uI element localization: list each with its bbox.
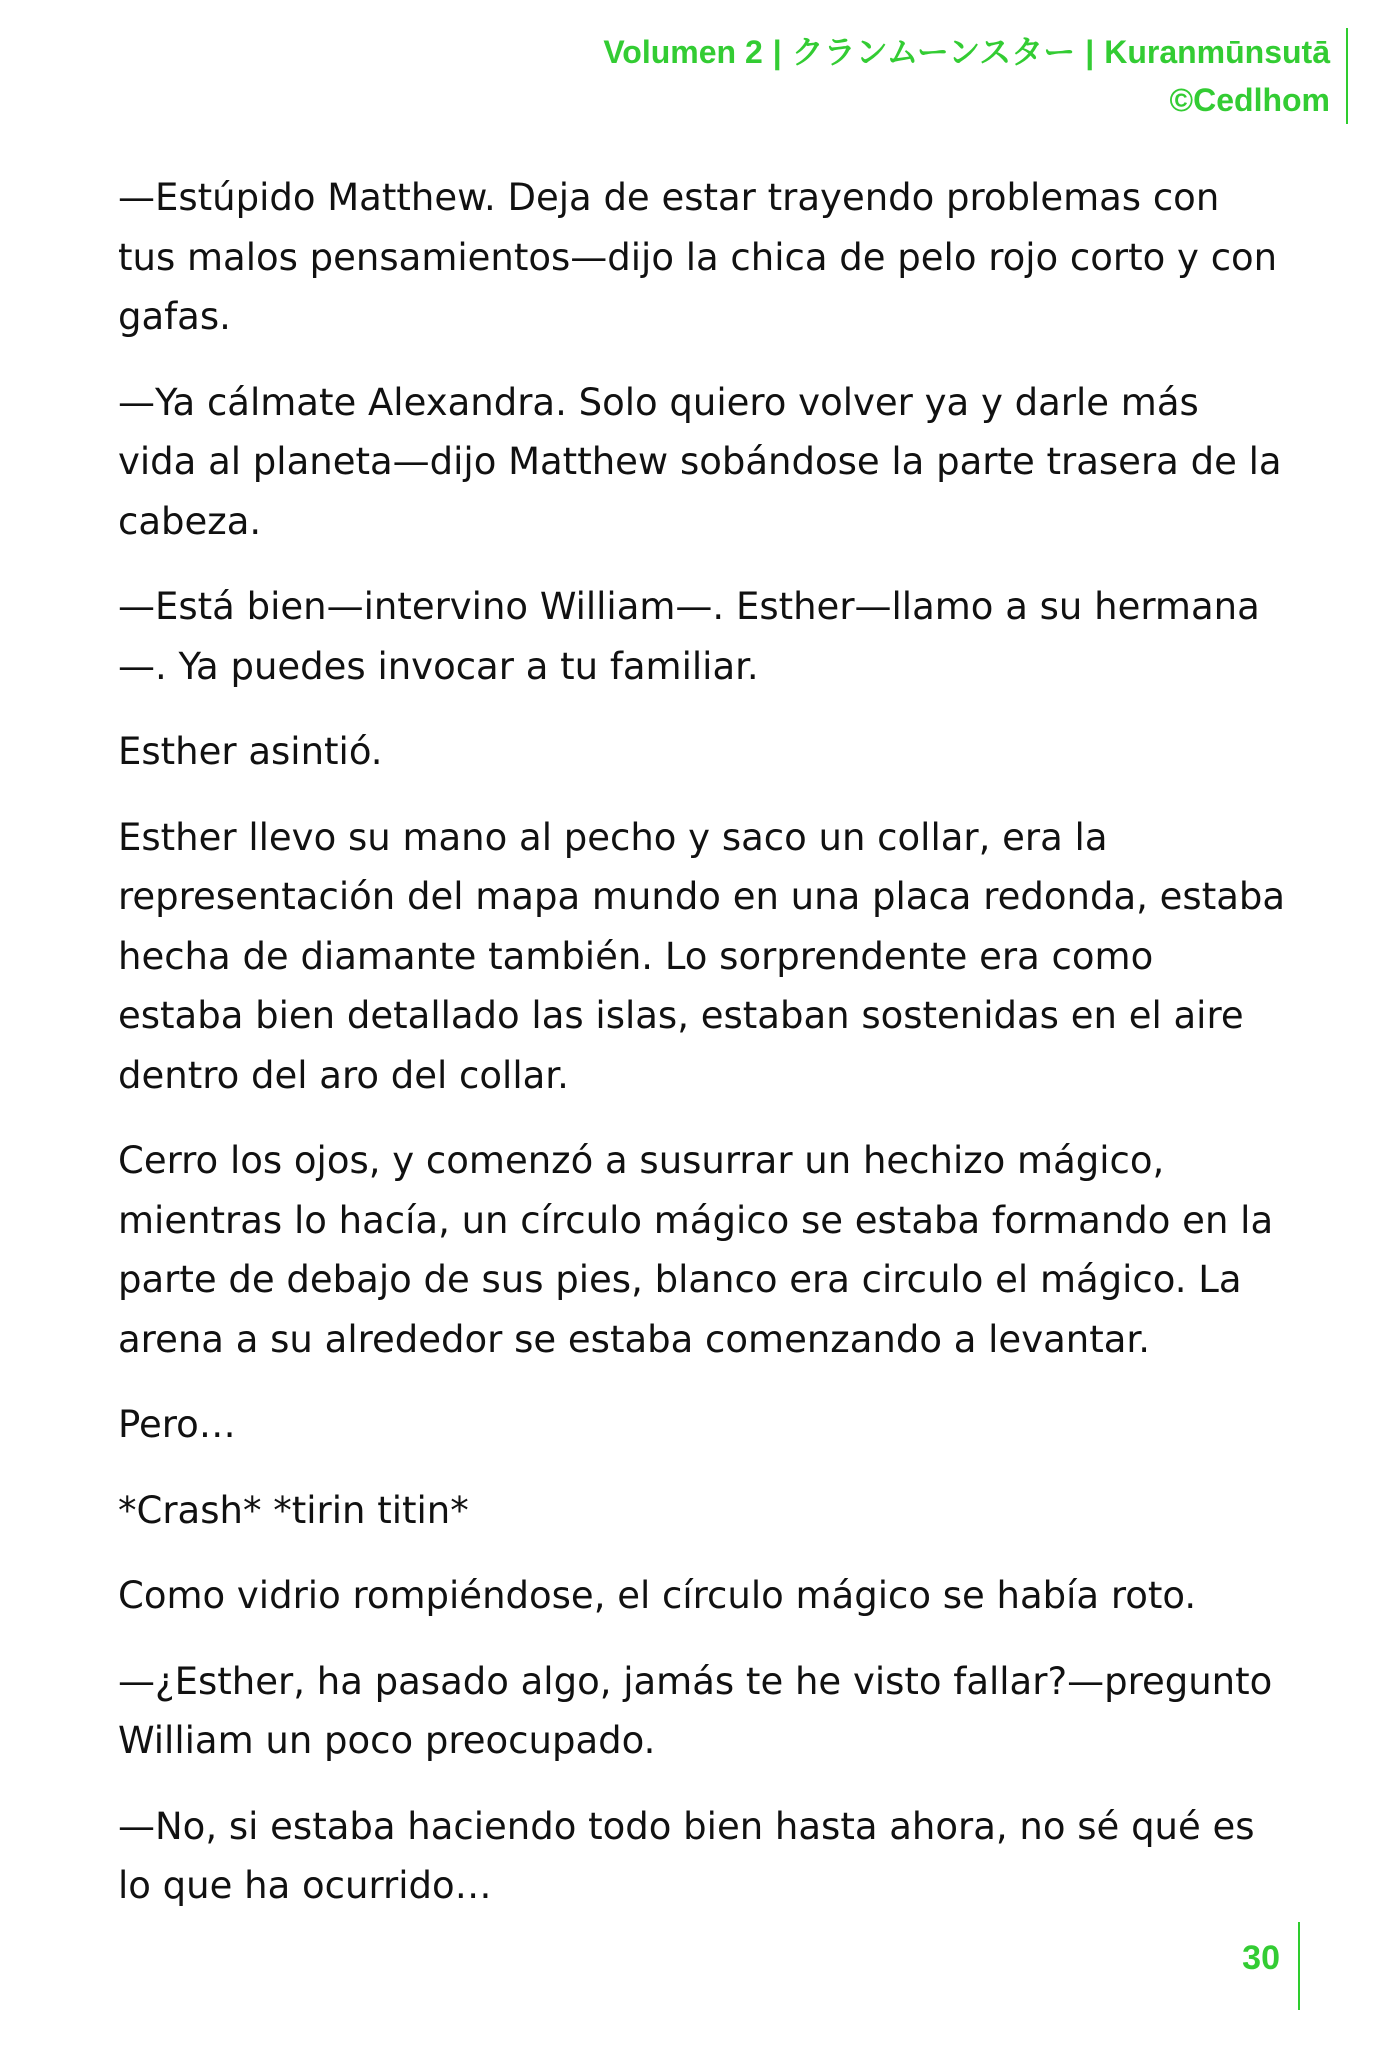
- page-body: [118, 168, 1288, 1942]
- header-separator: |: [772, 34, 782, 70]
- page-header: [603, 28, 1348, 124]
- paragraph: *Crash* *tirin titin*: [118, 1488, 469, 1532]
- page-number: 30: [1242, 1939, 1280, 1977]
- paragraph: —Estúpido Matthew. Deja de estar trayendo problemas con tus malos pensamientos—dijo la chica de pelo rojo corto y con gafas.: [118, 176, 1278, 338]
- paragraph: —No, si estaba haciendo todo bien hasta ahora, no sé qué es lo que ha ocurrido…: [118, 1804, 1255, 1907]
- paragraph: Como vidrio rompiéndose, el círculo mágico se había roto.: [118, 1574, 1197, 1617]
- paragraph: —¿Esther, ha pasado algo, jamás te he visto fallar?—pregunto William un poco preocupado.: [118, 1659, 1273, 1762]
- paragraph: Cerro los ojos, y comenzó a susurrar un hechizo mágico, mientras lo hacía, un círculo mágico se estaba formando en la parte de debajo de sus pies, blanco era circulo el mágico. La arena a su alrededor se estaba comenzando a levantar.: [118, 1139, 1274, 1361]
- author-label: ©Cedlhom: [1169, 82, 1330, 118]
- page-footer: [1242, 1922, 1300, 2010]
- volume-label: Volumen 2: [603, 34, 763, 70]
- header-line-2: [603, 76, 1330, 124]
- paragraph: —Está bien—intervino William—. Esther—llamo a su hermana—. Ya puedes invocar a tu familiar.: [118, 585, 1260, 688]
- header-line-1: [603, 28, 1330, 76]
- header-separator-2: |: [1085, 34, 1095, 70]
- title-romaji: Kuranmūnsutā: [1104, 34, 1330, 70]
- paragraph: Esther llevo su mano al pecho y saco un collar, era la representación del mapa mundo en una placa redonda, estaba hecha de diamante también. Lo sorprendente era como estaba bien detallado las islas, estaban sostenidas en el aire dentro del aro del collar.: [118, 815, 1286, 1097]
- title-japanese: クランムーンスター: [791, 34, 1076, 70]
- paragraph: Esther asintió.: [118, 730, 383, 773]
- paragraph: —Ya cálmate Alexandra. Solo quiero volver ya y darle más vida al planeta—dijo Matthew sobándose la parte trasera de la cabeza.: [118, 380, 1282, 543]
- paragraph: Pero…: [118, 1403, 236, 1446]
